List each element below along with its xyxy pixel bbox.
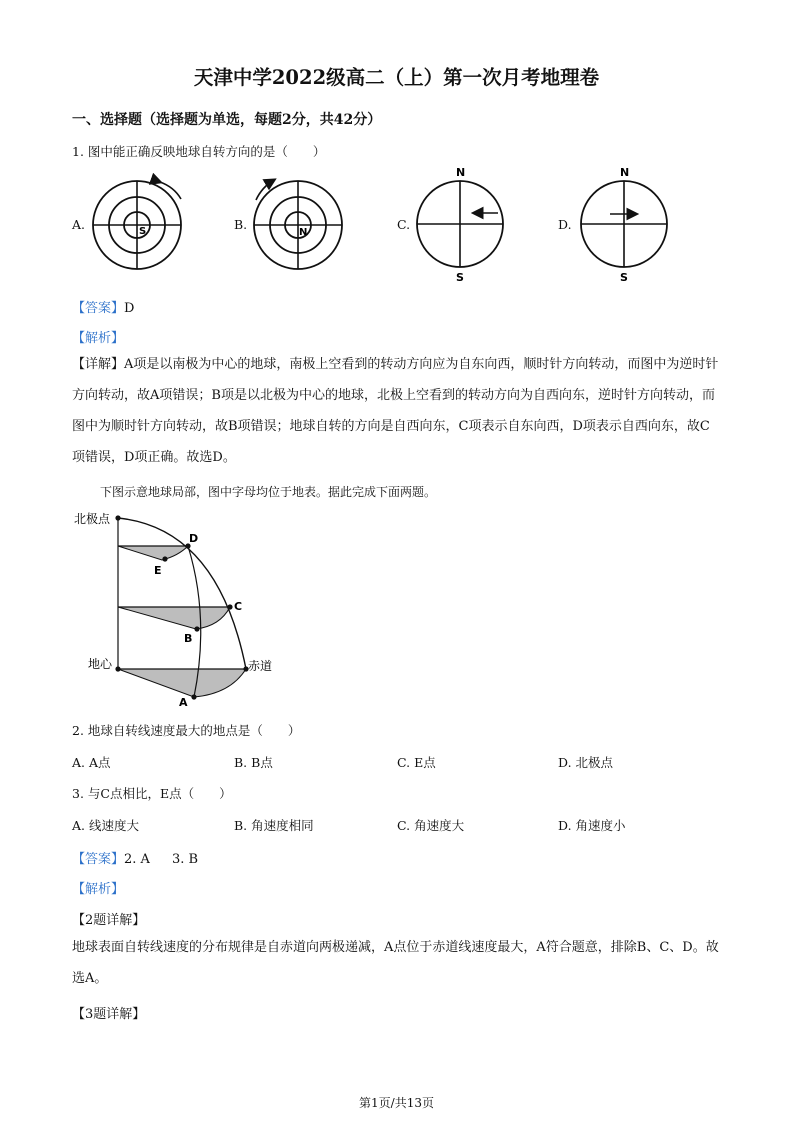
pole-label-n: N: [299, 227, 308, 238]
equator-label: 赤道: [248, 659, 273, 673]
north-pole-label: 北极点: [74, 512, 111, 526]
q1-detail: [72, 349, 720, 473]
point-b-label: B: [184, 632, 193, 645]
answer-q3: 3. B: [171, 852, 199, 867]
answer-value: D: [124, 301, 135, 316]
q2-option-a: A. A点: [72, 755, 111, 770]
q2-detail-text: 地球表面自转线速度的分布规律是自赤道向两极递减，A点位于赤道线速度最大，A符合题意，排除B、C、D。故选A。: [72, 940, 719, 986]
answer-q2: 2. A: [124, 852, 150, 867]
q2-detail-tag: 【2题详解】: [72, 913, 146, 928]
earth-center-label: 地心: [88, 657, 113, 671]
q2-option-d: D. 北极点: [558, 755, 614, 770]
q3-option-d: D. 角速度小: [558, 818, 626, 833]
meridian-arc: [118, 518, 246, 669]
q1-option-b-label: B.: [234, 217, 248, 232]
detail-text: A项是以南极为中心的地球，南极上空看到的转动方向应为自东向西，顺时针方向转动，而图中为逆时针方向转动，故A项错误；B项是以北极为中心的地球，北极上空看到的转动方向为自西向东，逆时针方向转动，而图中为顺时针方向转动，故B项错误；地球自转的方向是自西向东，C项表示自东向西，D项表示自西向东，故C项错误，D项正确。故选D。: [72, 357, 719, 465]
q3-option-b: B. 角速度相同: [234, 818, 314, 833]
point-a-label: A: [179, 696, 188, 709]
globe-south-pole-view: [88, 172, 192, 276]
pole-label-s: S: [139, 226, 147, 237]
q1-analysis-tag: 【解析】: [72, 331, 125, 346]
north-label: N: [620, 166, 630, 179]
globe-north-pole-view: [250, 172, 354, 276]
north-label: N: [456, 166, 466, 179]
detail-tag: 【详解】: [72, 357, 125, 372]
q1-option-c-label: C.: [397, 217, 411, 232]
answer-tag: 【答案】: [72, 301, 125, 316]
q3-detail-tag: 【3题详解】: [72, 1007, 146, 1022]
q3-option-a: A. 线速度大: [72, 818, 139, 833]
shaded-region-e: [118, 546, 188, 560]
globe-side-view-c: [410, 162, 510, 284]
question-2-stem: 2. 地球自转线速度最大的地点是（ ）: [72, 723, 301, 738]
globe-side-view-d: [572, 162, 672, 284]
point-d-label: D: [189, 532, 199, 545]
page-title: 天津中学2022级高二（上）第一次月考地理卷: [193, 66, 600, 89]
section-heading: 一、选择题（选择题为单选，每题2分，共42分）: [72, 112, 382, 128]
q2-option-b: B. B点: [234, 755, 273, 770]
page-footer: 第1页/共13页: [359, 1096, 434, 1110]
question-1-stem: 1. 图中能正确反映地球自转方向的是（ ）: [72, 144, 326, 159]
q3-option-c: C. 角速度大: [397, 818, 465, 833]
answer-tag: 【答案】: [72, 852, 125, 867]
south-label: S: [456, 271, 464, 284]
q2-option-c: C. E点: [397, 755, 436, 770]
south-label: S: [620, 271, 628, 284]
q1-option-d-label: D.: [558, 217, 572, 232]
earth-section-diagram: [70, 508, 290, 710]
q2-q3-answer: [72, 848, 198, 867]
q1-answer: [72, 297, 134, 316]
q1-option-a-label: A.: [72, 217, 86, 232]
q2-q3-analysis-tag: 【解析】: [72, 882, 125, 897]
point-c-label: C: [234, 600, 243, 613]
shared-intro: 下图示意地球局部，图中字母均位于地表。据此完成下面两题。: [100, 485, 437, 499]
shaded-region-a: [118, 669, 246, 697]
shaded-region-b: [118, 607, 230, 629]
question-3-stem: 3. 与C点相比，E点（ ）: [72, 786, 232, 801]
point-e-label: E: [154, 564, 162, 577]
